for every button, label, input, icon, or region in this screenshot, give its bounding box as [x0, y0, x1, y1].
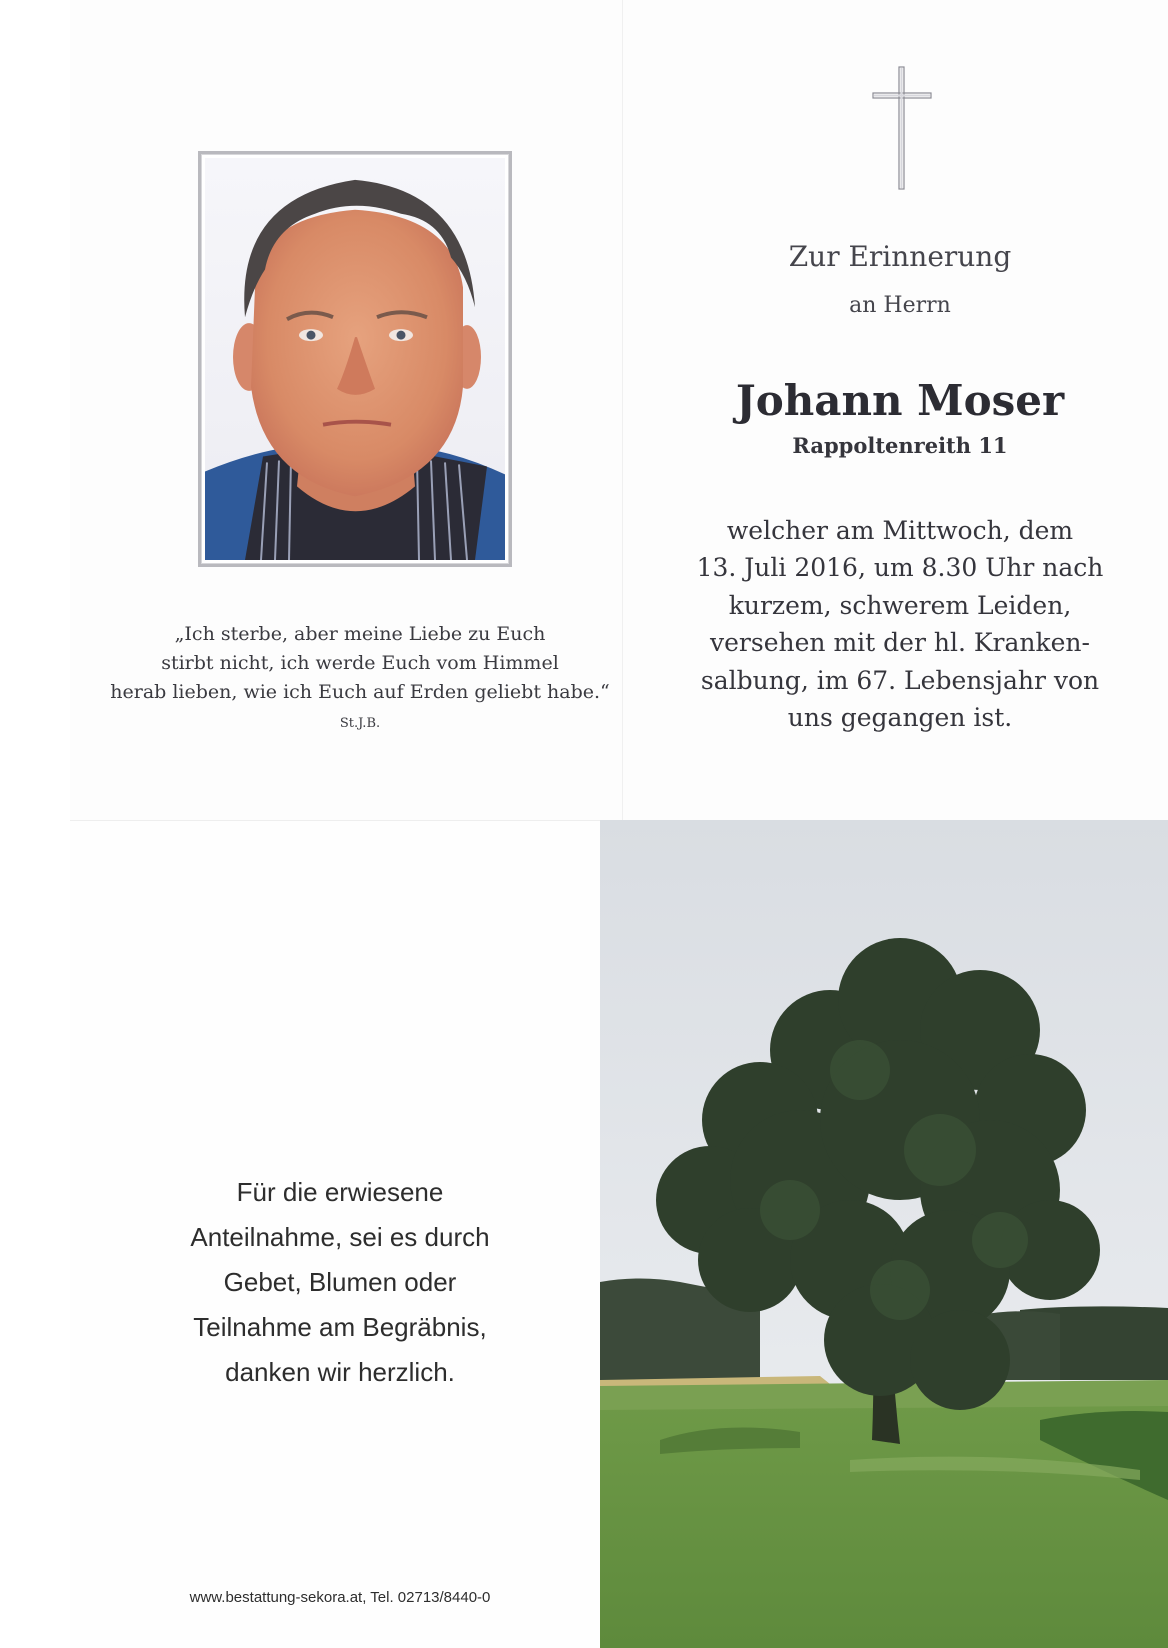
notice-line: 13. Juli 2016, um 8.30 Uhr nach [696, 553, 1104, 583]
quote-source: St.J.B. [339, 716, 381, 731]
thanks-line: Anteilnahme, sei es durch [190, 1222, 490, 1252]
thanks-line: Für die erwiesene [236, 1177, 444, 1207]
notice-line: salbung, im 67. Lebensjahr von [700, 665, 1100, 695]
quote-line: herab lieben, wie ich Euch auf Erden geliebt habe.“ [110, 681, 610, 703]
notice-line: welcher am Mittwoch, dem [726, 516, 1074, 545]
thanks-line: Teilnahme am Begräbnis, [193, 1312, 487, 1342]
memorial-quote [100, 620, 620, 739]
funeral-home-contact: www.bestattung-sekora.at, Tel. 02713/8440-0 [189, 1589, 491, 1606]
notice-line: uns gegangen ist. [787, 703, 1013, 733]
tree-landscape-photo [600, 820, 1168, 1648]
deceased-address: Rappoltenreith 11 [792, 433, 1008, 458]
notice-salutation: an Herrn [849, 293, 951, 318]
portrait-photo [198, 151, 512, 567]
death-notice-text [660, 512, 1140, 736]
notice-line: kurzem, schwerem Leiden, [728, 590, 1072, 620]
thanks-line: Gebet, Blumen oder [223, 1267, 457, 1297]
notice-line: versehen mit der hl. Kranken- [710, 628, 1090, 658]
cross-icon [872, 66, 932, 190]
quote-line: stirbt nicht, ich werde Euch vom Himmel [161, 652, 559, 674]
card-panel-tree-photo [600, 820, 1168, 1648]
notice-heading: Zur Erinnerung [788, 240, 1012, 273]
deceased-name: Johann Moser [735, 376, 1065, 425]
thanks-message [140, 1170, 540, 1395]
quote-line: „Ich sterbe, aber meine Liebe zu Euch [174, 623, 546, 645]
thanks-line: danken wir herzlich. [225, 1357, 455, 1387]
